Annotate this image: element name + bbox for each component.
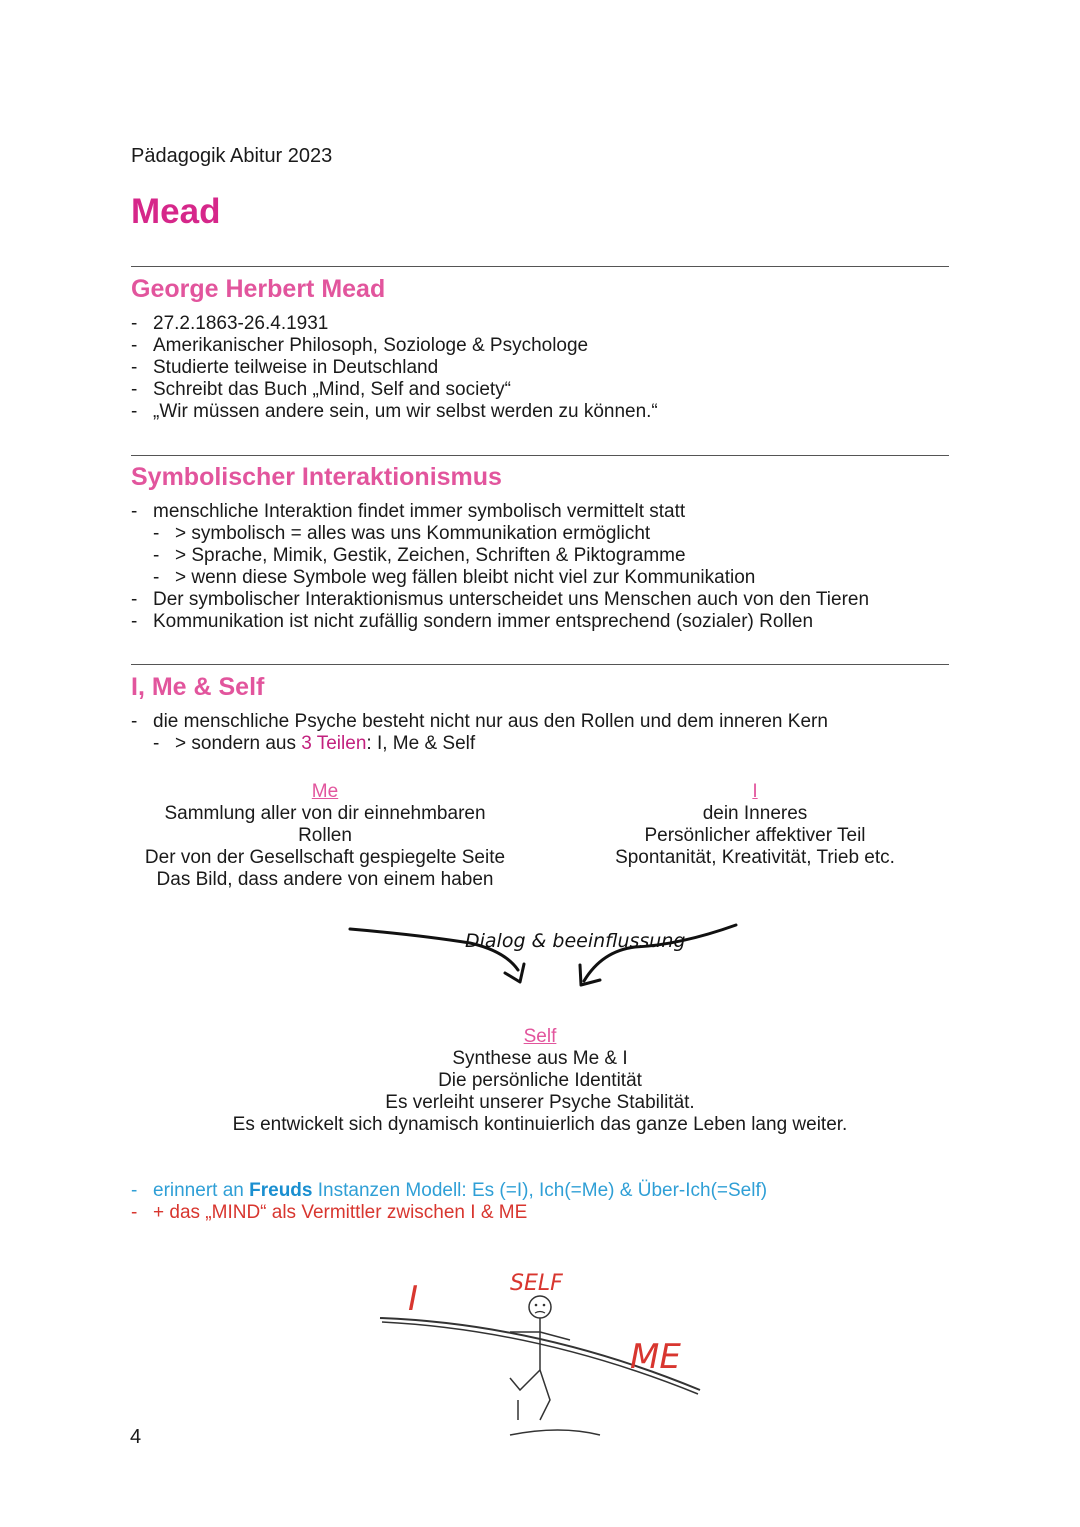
- list-subitem: - > symbolisch = alles was uns Kommunikation ermöglicht: [131, 523, 869, 545]
- i-line: Persönlicher affektiver Teil: [644, 825, 866, 846]
- list-item: - „Wir müssen andere sein, um wir selbst werden zu können.“: [131, 401, 658, 423]
- freud-list: [131, 1180, 767, 1224]
- list-subitem: [131, 733, 828, 755]
- subitem-suffix: : I, Me & Self: [366, 733, 476, 754]
- me-line: Der von der Gesellschaft gespiegelte Seite: [144, 847, 506, 868]
- list-item: - Schreibt das Buch „Mind, Self and society“: [131, 379, 658, 401]
- document-header: Pädagogik Abitur 2023: [131, 145, 333, 167]
- subitem-prefix: > sondern aus: [175, 733, 302, 754]
- legs-line: [510, 1370, 550, 1420]
- highlight-three-parts: 3 Teilen: [301, 733, 367, 754]
- head-icon: [529, 1296, 551, 1318]
- i-line: Spontanität, Kreativität, Trieb etc.: [615, 847, 895, 868]
- tightrope-drawing: [360, 1260, 720, 1450]
- freud-prefix: erinnert an: [153, 1180, 250, 1201]
- mind-item: - + das „MIND“ als Vermittler zwischen I & ME: [131, 1202, 767, 1224]
- page-number: 4: [130, 1426, 142, 1448]
- i-line: dein Inneres: [702, 803, 808, 824]
- me-line: Sammlung aller von dir einnehmbaren: [164, 803, 486, 824]
- self-block: [140, 1026, 940, 1136]
- section-divider: [131, 266, 949, 267]
- self-line: Synthese aus Me & I: [452, 1048, 628, 1069]
- me-line: Rollen: [298, 825, 352, 846]
- section-heading-symbolic: Symbolischer Interaktionismus: [131, 463, 502, 491]
- section-divider: [131, 664, 949, 665]
- page-title: Mead: [131, 192, 221, 231]
- self-line: Die persönliche Identität: [438, 1070, 642, 1091]
- me-block: [120, 781, 530, 891]
- drawing-label-me: ME: [630, 1337, 681, 1377]
- list-item: - Der symbolischer Interaktionismus unterscheidet uns Menschen auch von den Tieren: [131, 589, 869, 611]
- i-label: I: [752, 781, 758, 802]
- list-subitem: - > Sprache, Mimik, Gestik, Zeichen, Schriften & Piktogramme: [131, 545, 869, 567]
- arrow-text: Dialog & beeinflussung: [465, 930, 686, 952]
- rope: [510, 1430, 600, 1435]
- list-item: - Amerikanischer Philosoph, Soziologe & Psychologe: [131, 335, 658, 357]
- list-subitem: - > wenn diese Symbole weg fällen bleibt nicht viel zur Kommunikation: [131, 567, 869, 589]
- section-heading-ime: I, Me & Self: [131, 673, 265, 701]
- list-item: - Kommunikation ist nicht zufällig sondern immer entsprechend (sozialer) Rollen: [131, 611, 869, 633]
- drawing-label-i: I: [408, 1279, 419, 1319]
- me-label: Me: [311, 781, 339, 802]
- me-line: Das Bild, dass andere von einem haben: [156, 869, 494, 890]
- list-item: - 27.2.1863-26.4.1931: [131, 313, 658, 335]
- section-heading-mead: George Herbert Mead: [131, 275, 386, 303]
- list-item: - menschliche Interaktion findet immer symbolisch vermittelt statt: [131, 501, 869, 523]
- drawing-label-self: SELF: [510, 1271, 563, 1296]
- dialog-arrows: [340, 915, 750, 995]
- ime-list: [131, 711, 828, 755]
- list-item: - die menschliche Psyche besteht nicht nur aus den Rollen und dem inneren Kern: [131, 711, 828, 733]
- i-block: [580, 781, 930, 869]
- freud-suffix: Instanzen Modell: Es (=I), Ich(=Me) & Über-Ich(=Self): [312, 1180, 768, 1201]
- self-label: Self: [523, 1026, 557, 1047]
- mead-list: [131, 313, 658, 423]
- freud-item: [131, 1180, 767, 1202]
- freud-bold: Freuds: [249, 1180, 313, 1201]
- section-divider: [131, 455, 949, 456]
- list-item: - Studierte teilweise in Deutschland: [131, 357, 658, 379]
- self-line: Es verleiht unserer Psyche Stabilität.: [385, 1092, 695, 1113]
- self-line: Es entwickelt sich dynamisch kontinuierlich das ganze Leben lang weiter.: [232, 1114, 848, 1135]
- symbolic-list: [131, 501, 869, 633]
